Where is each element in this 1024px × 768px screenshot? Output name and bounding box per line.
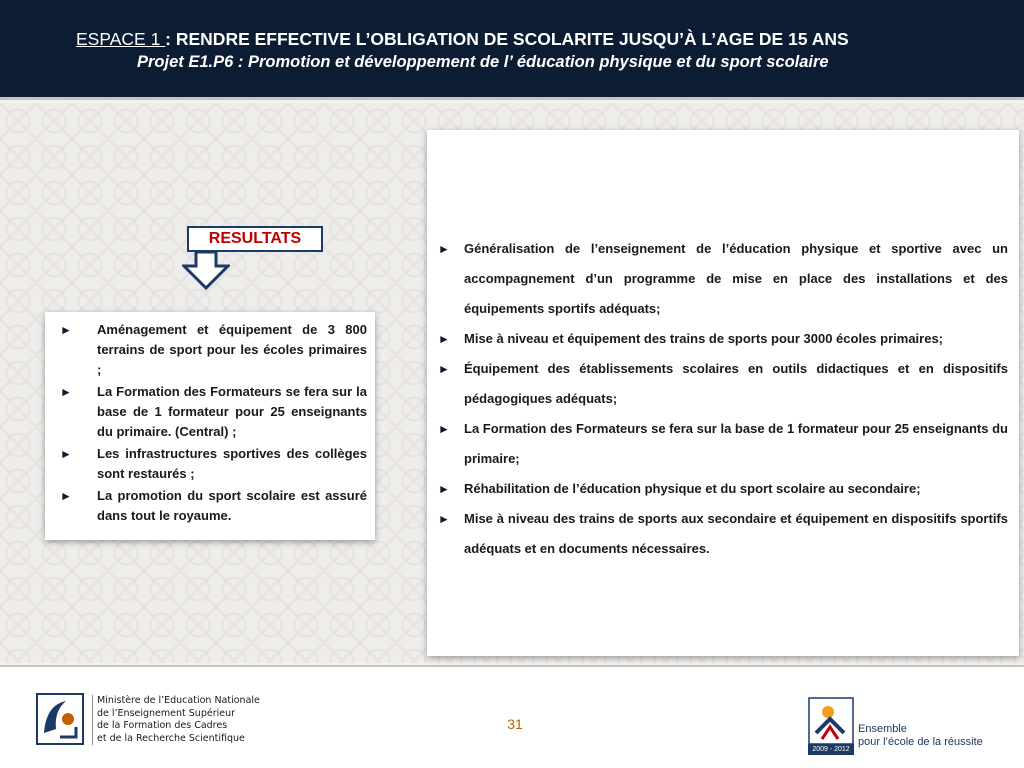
bullet-arrow-icon: ► [60,385,72,399]
ensemble-years: 2009 - 2012 [808,744,854,755]
ministry-logo-icon [36,693,84,745]
list-item-text: Équipement des établissements scolaires en outils didactiques et en dispositifs pédagogiques adéquats; [464,361,1008,406]
list-item-text: La Formation des Formateurs se fera sur la base de 1 formateur pour 25 enseignants du primaire; [464,421,1008,466]
list-item-text: Aménagement et équipement de 3 800 terrains de sport pour les écoles primaires ; [97,322,367,377]
ministry-line: de l’Enseignement Supérieur [97,707,236,719]
title-text: : RENDRE EFFECTIVE L’OBLIGATION DE SCOLARITE JUSQU’À L’AGE DE 15 ANS [165,29,849,49]
ministry-line: et de la Recherche Scientifique [97,732,245,744]
ensemble-line2: pour l’école de la réussite [858,736,983,748]
bullet-arrow-icon: ► [60,323,72,337]
page-title [76,29,976,50]
bullet-arrow-icon: ► [438,512,450,526]
page-subtitle: Projet E1.P6 : Promotion et développement de l’ éducation physique et du sport scolaire [137,53,829,71]
list-item-text: La promotion du sport scolaire est assuré dans tout le royaume. [97,488,367,523]
list-item-text: Mise à niveau des trains de sports aux secondaire et équipement en dispositifs sportifs adéquats et en documents nécessaires. [464,511,1008,556]
arrow-down-icon [182,252,230,290]
list-item [438,474,1008,504]
ministry-line: de la Formation des Cadres [97,720,228,731]
right-results-list [438,234,1008,564]
list-item [438,354,1008,414]
bullet-arrow-icon: ► [438,332,450,346]
list-item [438,414,1008,474]
bullet-arrow-icon: ► [438,242,450,256]
ministry-line: Ministère de l’Education Nationale [97,695,260,706]
list-item-text: Généralisation de l’enseignement de l’éducation physique et sportive avec un accompagnement d’un programme de mise en place des installations et des équipements sportifs adéquats; [464,241,1008,316]
espace-label: ESPACE 1 [76,29,166,49]
ensemble-line1: Ensemble [858,723,907,735]
list-item [60,486,367,526]
list-item [438,324,1008,354]
list-item [60,320,367,380]
ministry-name [92,695,297,745]
list-item [438,234,1008,324]
page-number: 31 [507,716,523,732]
list-item-text: Mise à niveau et équipement des trains de sports pour 3000 écoles primaires; [464,331,944,346]
bullet-arrow-icon: ► [438,482,450,496]
bullet-arrow-icon: ► [438,362,450,376]
list-item-text: La Formation des Formateurs se fera sur la base de 1 formateur pour 25 enseignants du primaire. (Central) ; [97,384,367,439]
ensemble-slogan [858,723,988,749]
bullet-arrow-icon: ► [60,489,72,503]
results-label: RESULTATS [187,226,323,252]
left-results-list [60,320,367,528]
bullet-arrow-icon: ► [438,422,450,436]
list-item-text: Les infrastructures sportives des collèges sont restaurés ; [97,446,367,481]
list-item [60,382,367,442]
header-banner [0,0,1024,100]
bullet-arrow-icon: ► [60,447,72,461]
list-item [60,444,367,484]
list-item-text: Réhabilitation de l’éducation physique et du sport scolaire au secondaire; [464,481,921,496]
list-item [438,504,1008,564]
